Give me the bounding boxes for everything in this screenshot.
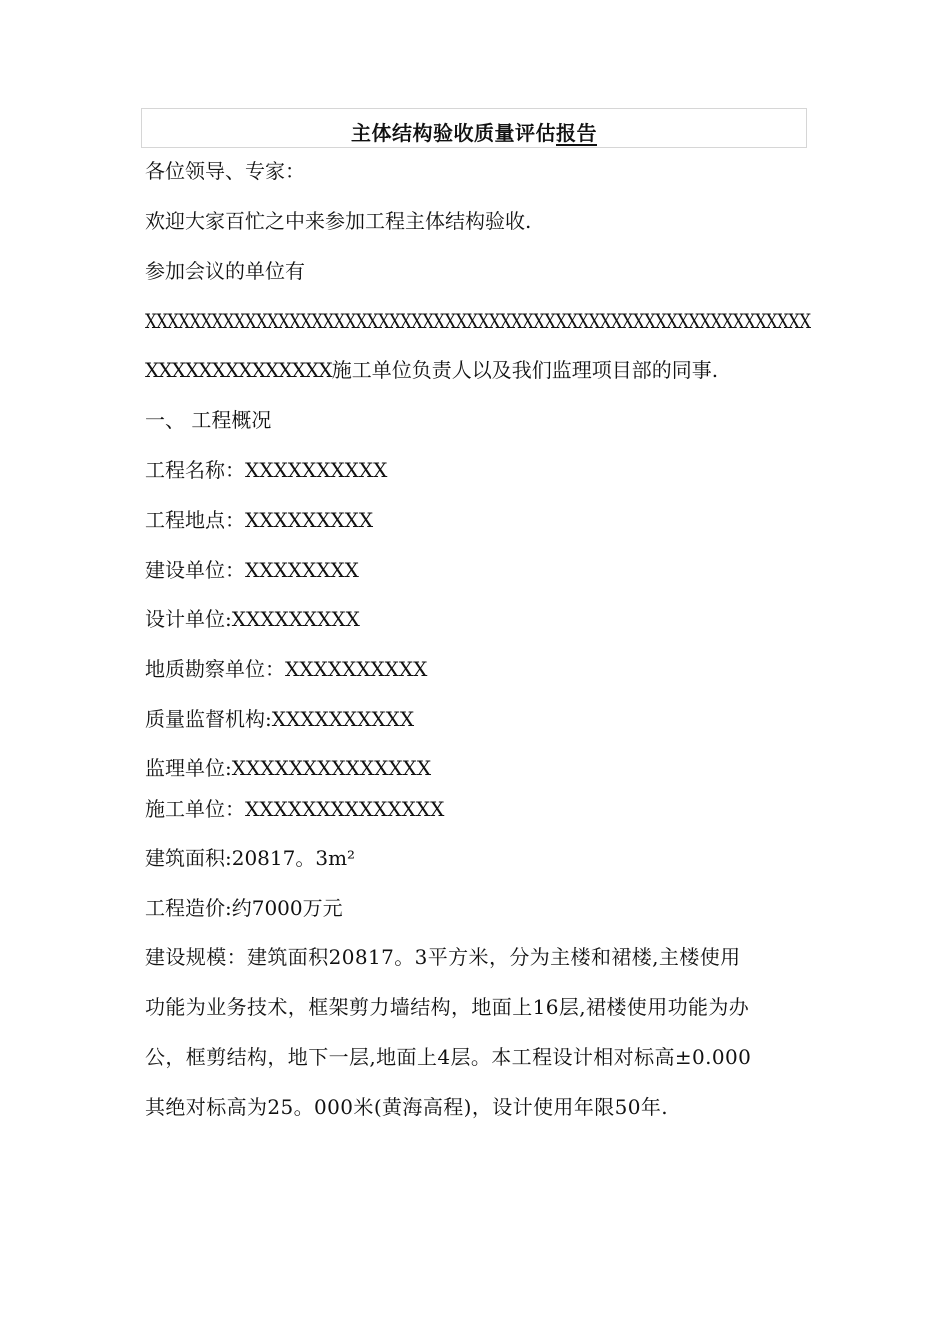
field-floor-area: 建筑面积:20817。3m² <box>145 846 356 870</box>
field-contractor: 施工单位：XXXXXXXXXXXXXX <box>145 797 445 821</box>
scale-line-1: 建设规模：建筑面积20817。3平方米，分为主楼和裙楼,主楼使用 <box>145 945 741 969</box>
scale-line-4: 其绝对标高为25。000米(黄海高程)，设计使用年限50年. <box>145 1095 669 1119</box>
field-supervisor: 监理单位:XXXXXXXXXXXXXX <box>145 756 432 780</box>
greeting: 各位领导、专家： <box>145 159 305 183</box>
title-underlined: 报告 <box>556 121 597 145</box>
field-cost: 工程造价:约7000万元 <box>145 896 343 920</box>
field-project-site: 工程地点：XXXXXXXXX <box>145 508 374 532</box>
attendees-line-2-text: 施工单位负责人以及我们监理项目部的同事. <box>331 358 719 382</box>
title-box <box>141 108 807 148</box>
field-geo-survey: 地质勘察单位：XXXXXXXXXX <box>145 657 428 681</box>
section-heading-overview: 一、 工程概况 <box>145 408 272 432</box>
field-project-name: 工程名称：XXXXXXXXXX <box>145 458 388 482</box>
scale-line-3: 公，框剪结构，地下一层,地面上4层。本工程设计相对标高±0.000 <box>145 1045 752 1069</box>
document-title <box>142 117 806 146</box>
welcome-text: 欢迎大家百忙之中来参加工程主体结构验收. <box>145 209 532 233</box>
attendees-intro: 参加会议的单位有 <box>145 259 305 283</box>
attendees-line-2-placeholder: XXXXXXXXXXXXXX <box>145 358 332 382</box>
field-designer: 设计单位:XXXXXXXXX <box>145 607 360 631</box>
field-owner: 建设单位：XXXXXXXX <box>145 558 359 582</box>
attendees-line-2 <box>145 357 718 383</box>
scale-line-2: 功能为业务技术，框架剪力墙结构，地面上16层,裙楼使用功能为办 <box>145 995 750 1019</box>
attendees-line-1: XXXXXXXXXXXXXXXXXXXXXXXXXXXXXXXXXXXXXXXXXXXXXXXXXXXXXXXXXXXX <box>145 309 811 333</box>
field-quality-supervision: 质量监督机构:XXXXXXXXXX <box>145 707 415 731</box>
title-main: 主体结构验收质量评估 <box>351 121 556 145</box>
